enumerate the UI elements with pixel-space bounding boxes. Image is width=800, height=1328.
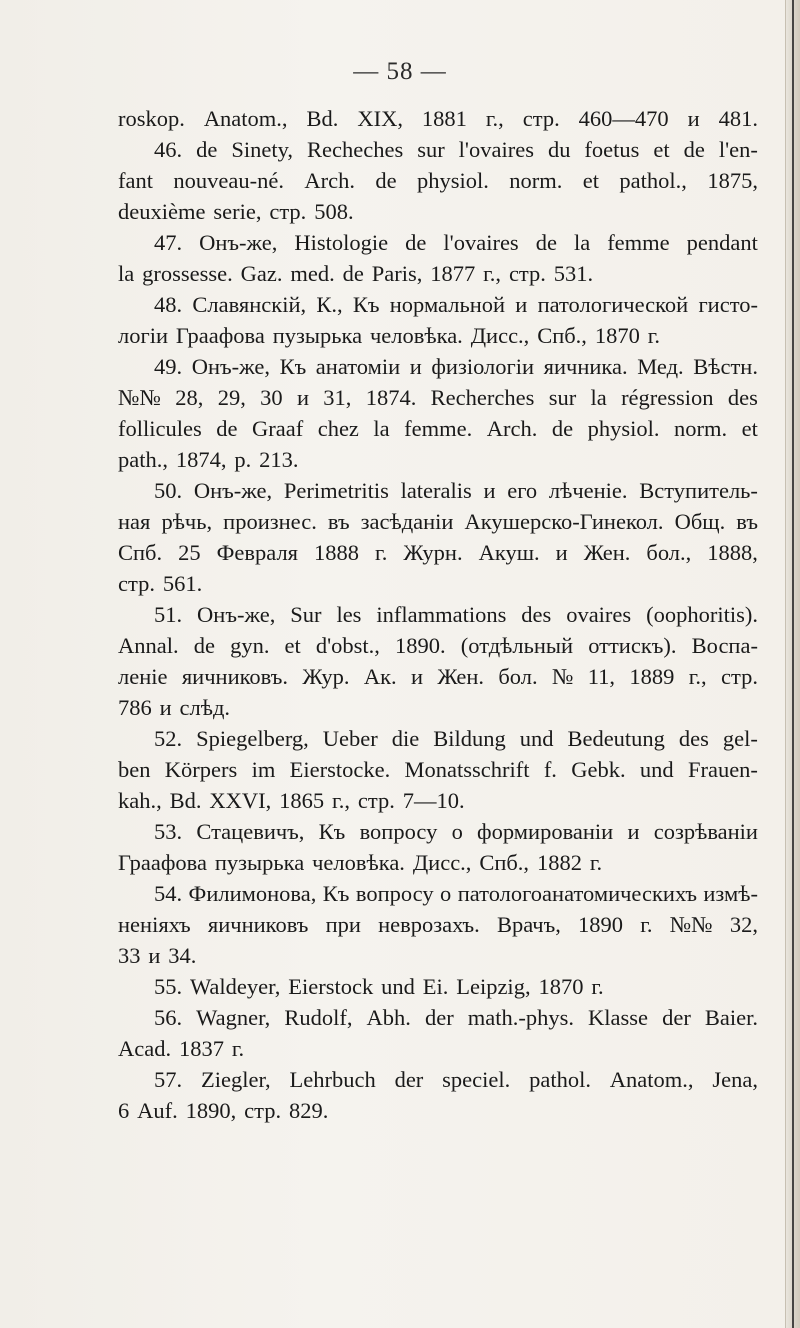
text-line: 52. Spiegelberg, Ueber die Bildung und Bedeutung des gel- — [154, 726, 758, 751]
text-line: 51. Онъ-же, Sur les inflammations des ovaires (oophoritis). — [154, 602, 758, 627]
text-line: стр. 561. — [118, 571, 203, 596]
text-line: 53. Стацевичъ, Къ вопросу о формированіи и созрѣваніи — [154, 819, 758, 844]
text-line: path., 1874, p. 213. — [118, 447, 299, 472]
text-line: Acad. 1837 г. — [118, 1036, 245, 1061]
text-line: fant nouveau-né. Arch. de physiol. norm. et pathol., 1875, — [118, 168, 758, 193]
text-line: 6 Auf. 1890, стр. 829. — [118, 1098, 329, 1123]
text-line: №№ 28, 29, 30 и 31, 1874. Recherches sur la régression des — [118, 385, 758, 410]
text-line: 55. Waldeyer, Eierstock und Ei. Leipzig, 1870 г. — [154, 974, 604, 999]
text-line: follicules de Graaf chez la femme. Arch. de physiol. norm. et — [118, 416, 758, 441]
text-line: Спб. 25 Февраля 1888 г. Журн. Акуш. и Жен. бол., 1888, — [118, 540, 758, 565]
text-line: roskop. Anatom., Bd. XIX, 1881 г., стр. 460—470 и 481. — [118, 106, 758, 131]
page-edge — [785, 0, 800, 1328]
text-line: 50. Онъ-же, Perimetritis lateralis и его лѣченіе. Вступитель- — [154, 478, 758, 503]
text-line: логіи Граафова пузырька человѣка. Дисс., Спб., 1870 г. — [118, 323, 661, 348]
text-line: deuxième serie, стр. 508. — [118, 199, 354, 224]
text-line: 786 и слѣд. — [118, 695, 231, 720]
text-line: ben Körpers im Eierstocke. Monatsschrift f. Gebk. und Frauen- — [118, 757, 758, 782]
page-number: — 58 — — [353, 58, 447, 85]
text-line: la grossesse. Gaz. med. de Paris, 1877 г., стр. 531. — [118, 261, 594, 286]
text-line: Граафова пузырька человѣка. Дисс., Спб., 1882 г. — [118, 850, 603, 875]
text-line: Annal. de gyn. et d'obst., 1890. (отдѣльный оттискъ). Воспа- — [118, 633, 758, 658]
text-line: 56. Wagner, Rudolf, Abh. der math.-phys. Klasse der Baier. — [154, 1005, 758, 1030]
text-line: 47. Онъ-же, Histologie de l'ovaires de la femme pendant — [154, 230, 758, 255]
text-line: 46. de Sinety, Recheches sur l'ovaires du foetus et de l'en- — [154, 137, 758, 162]
text-line: леніе яичниковъ. Жур. Ак. и Жен. бол. № 11, 1889 г., стр. — [118, 664, 758, 689]
text-line: неніяхъ яичниковъ при неврозахъ. Врачъ, 1890 г. №№ 32, — [118, 912, 758, 937]
text-line: 48. Славянскій, К., Къ нормальной и патологической гисто- — [154, 292, 758, 317]
text-line: 33 и 34. — [118, 943, 197, 968]
text-line: ная рѣчь, произнес. въ засѣданіи Акушерско-Гинекол. Общ. въ — [118, 509, 758, 534]
text-line: 54. Филимонова, Къ вопросу о патологоанатомическихъ измѣ- — [154, 881, 758, 906]
text-line: kah., Bd. XXVI, 1865 г., стр. 7—10. — [118, 788, 465, 813]
reference-list — [118, 103, 758, 1126]
text-line: 49. Онъ-же, Къ анатоміи и физіологіи яичника. Мед. Вѣстн. — [154, 354, 758, 379]
text-line: 57. Ziegler, Lehrbuch der speciel. pathol. Anatom., Jena, — [154, 1067, 758, 1092]
